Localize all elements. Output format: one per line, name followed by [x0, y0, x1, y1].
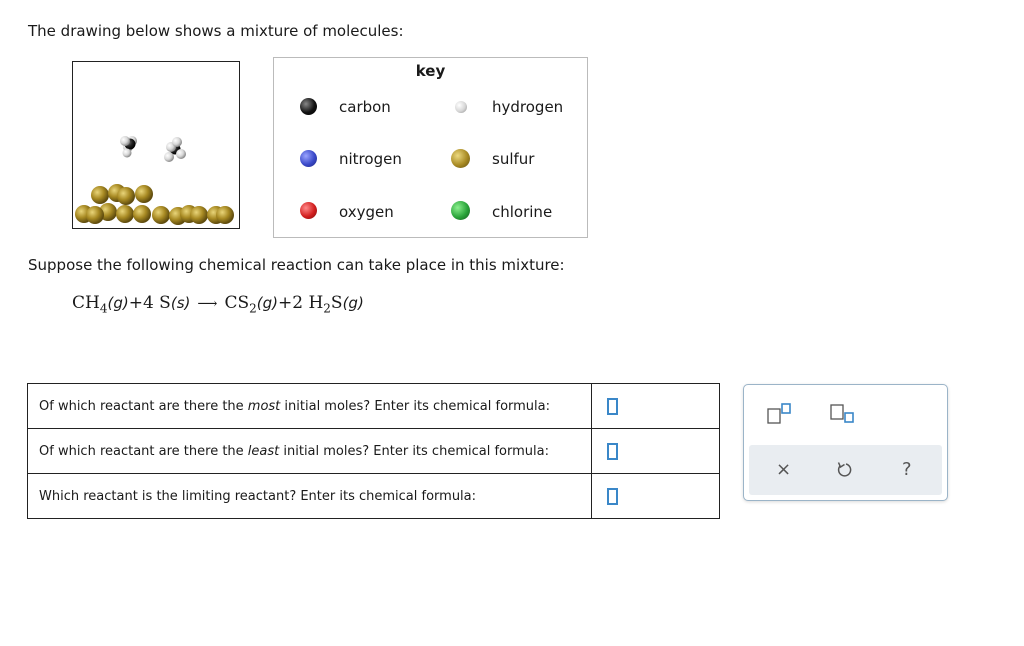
cs2-subscript: 2 — [249, 301, 257, 316]
table-row — [28, 429, 720, 474]
answer-input-least[interactable] — [607, 443, 618, 460]
methane-molecule — [164, 137, 186, 162]
answer-input-most[interactable] — [607, 398, 618, 415]
cs2-formula: CS — [224, 293, 250, 313]
question-most — [28, 384, 592, 429]
hydrogen-icon — [455, 101, 467, 113]
molecule-drawing — [72, 61, 240, 229]
reaction-prompt: Suppose the following chemical reaction can take place in this mixture: — [28, 256, 565, 274]
key-label-chlorine: chlorine — [492, 203, 553, 221]
question-text: Of which reactant are there the — [39, 443, 248, 459]
sulfur-icon — [451, 149, 470, 168]
undo-icon[interactable] — [836, 461, 854, 479]
methane-molecule — [120, 136, 137, 158]
h2s-formula: +2 H — [277, 293, 324, 313]
intro-text: The drawing below shows a mixture of molecules: — [28, 22, 404, 40]
question-limiting: Which reactant is the limiting reactant? Enter its chemical formula: — [28, 474, 592, 519]
molecule-drawing-svg — [73, 62, 239, 228]
answer-cell — [592, 384, 720, 429]
table-row — [28, 384, 720, 429]
h2s-state: (g) — [342, 294, 364, 312]
cs2-state: (g) — [256, 294, 278, 312]
key-label-hydrogen: hydrogen — [492, 98, 564, 116]
reactant-ch4 — [72, 293, 129, 316]
answer-input-limiting[interactable] — [607, 488, 618, 505]
reactant-s: +4 S — [128, 293, 171, 313]
table-row — [28, 474, 720, 519]
subscript-icon[interactable] — [830, 403, 858, 425]
superscript-icon[interactable] — [767, 403, 793, 425]
question-text: Of which reactant are there the — [39, 398, 248, 414]
oxygen-icon — [300, 202, 317, 219]
sulfur-solid — [75, 184, 234, 225]
help-icon[interactable]: ? — [902, 459, 912, 480]
ch4-subscript: 4 — [99, 301, 108, 316]
chemical-equation — [72, 293, 364, 315]
question-emphasis: most — [247, 398, 281, 414]
formula-toolbox — [743, 384, 948, 501]
clear-icon[interactable]: × — [776, 459, 792, 480]
key-label-sulfur: sulfur — [492, 150, 535, 168]
key-legend — [273, 57, 588, 238]
ch4-state: (g) — [107, 294, 129, 312]
question-text: initial moles? Enter its chemical formula: — [280, 398, 551, 414]
ch4-formula: CH — [72, 293, 100, 313]
h2s-subscript: 2 — [323, 301, 331, 316]
reaction-arrow-icon: ⟶ — [197, 296, 218, 312]
question-table — [27, 383, 720, 519]
question-emphasis: least — [247, 443, 280, 459]
key-title: key — [415, 62, 446, 80]
product-h2s — [277, 293, 364, 316]
product-cs2 — [224, 293, 278, 316]
nitrogen-icon — [300, 150, 317, 167]
s-state: (s) — [170, 294, 191, 312]
answer-cell — [592, 474, 720, 519]
key-label-nitrogen: nitrogen — [339, 150, 402, 168]
carbon-icon — [300, 98, 317, 115]
question-text: initial moles? Enter its chemical formula: — [279, 443, 549, 459]
chlorine-icon — [451, 201, 470, 220]
key-label-carbon: carbon — [339, 98, 391, 116]
toolbox-actions — [749, 445, 942, 495]
question-least — [28, 429, 592, 474]
key-label-oxygen: oxygen — [339, 203, 394, 221]
h2s-rest: S — [330, 293, 343, 313]
answer-cell — [592, 429, 720, 474]
